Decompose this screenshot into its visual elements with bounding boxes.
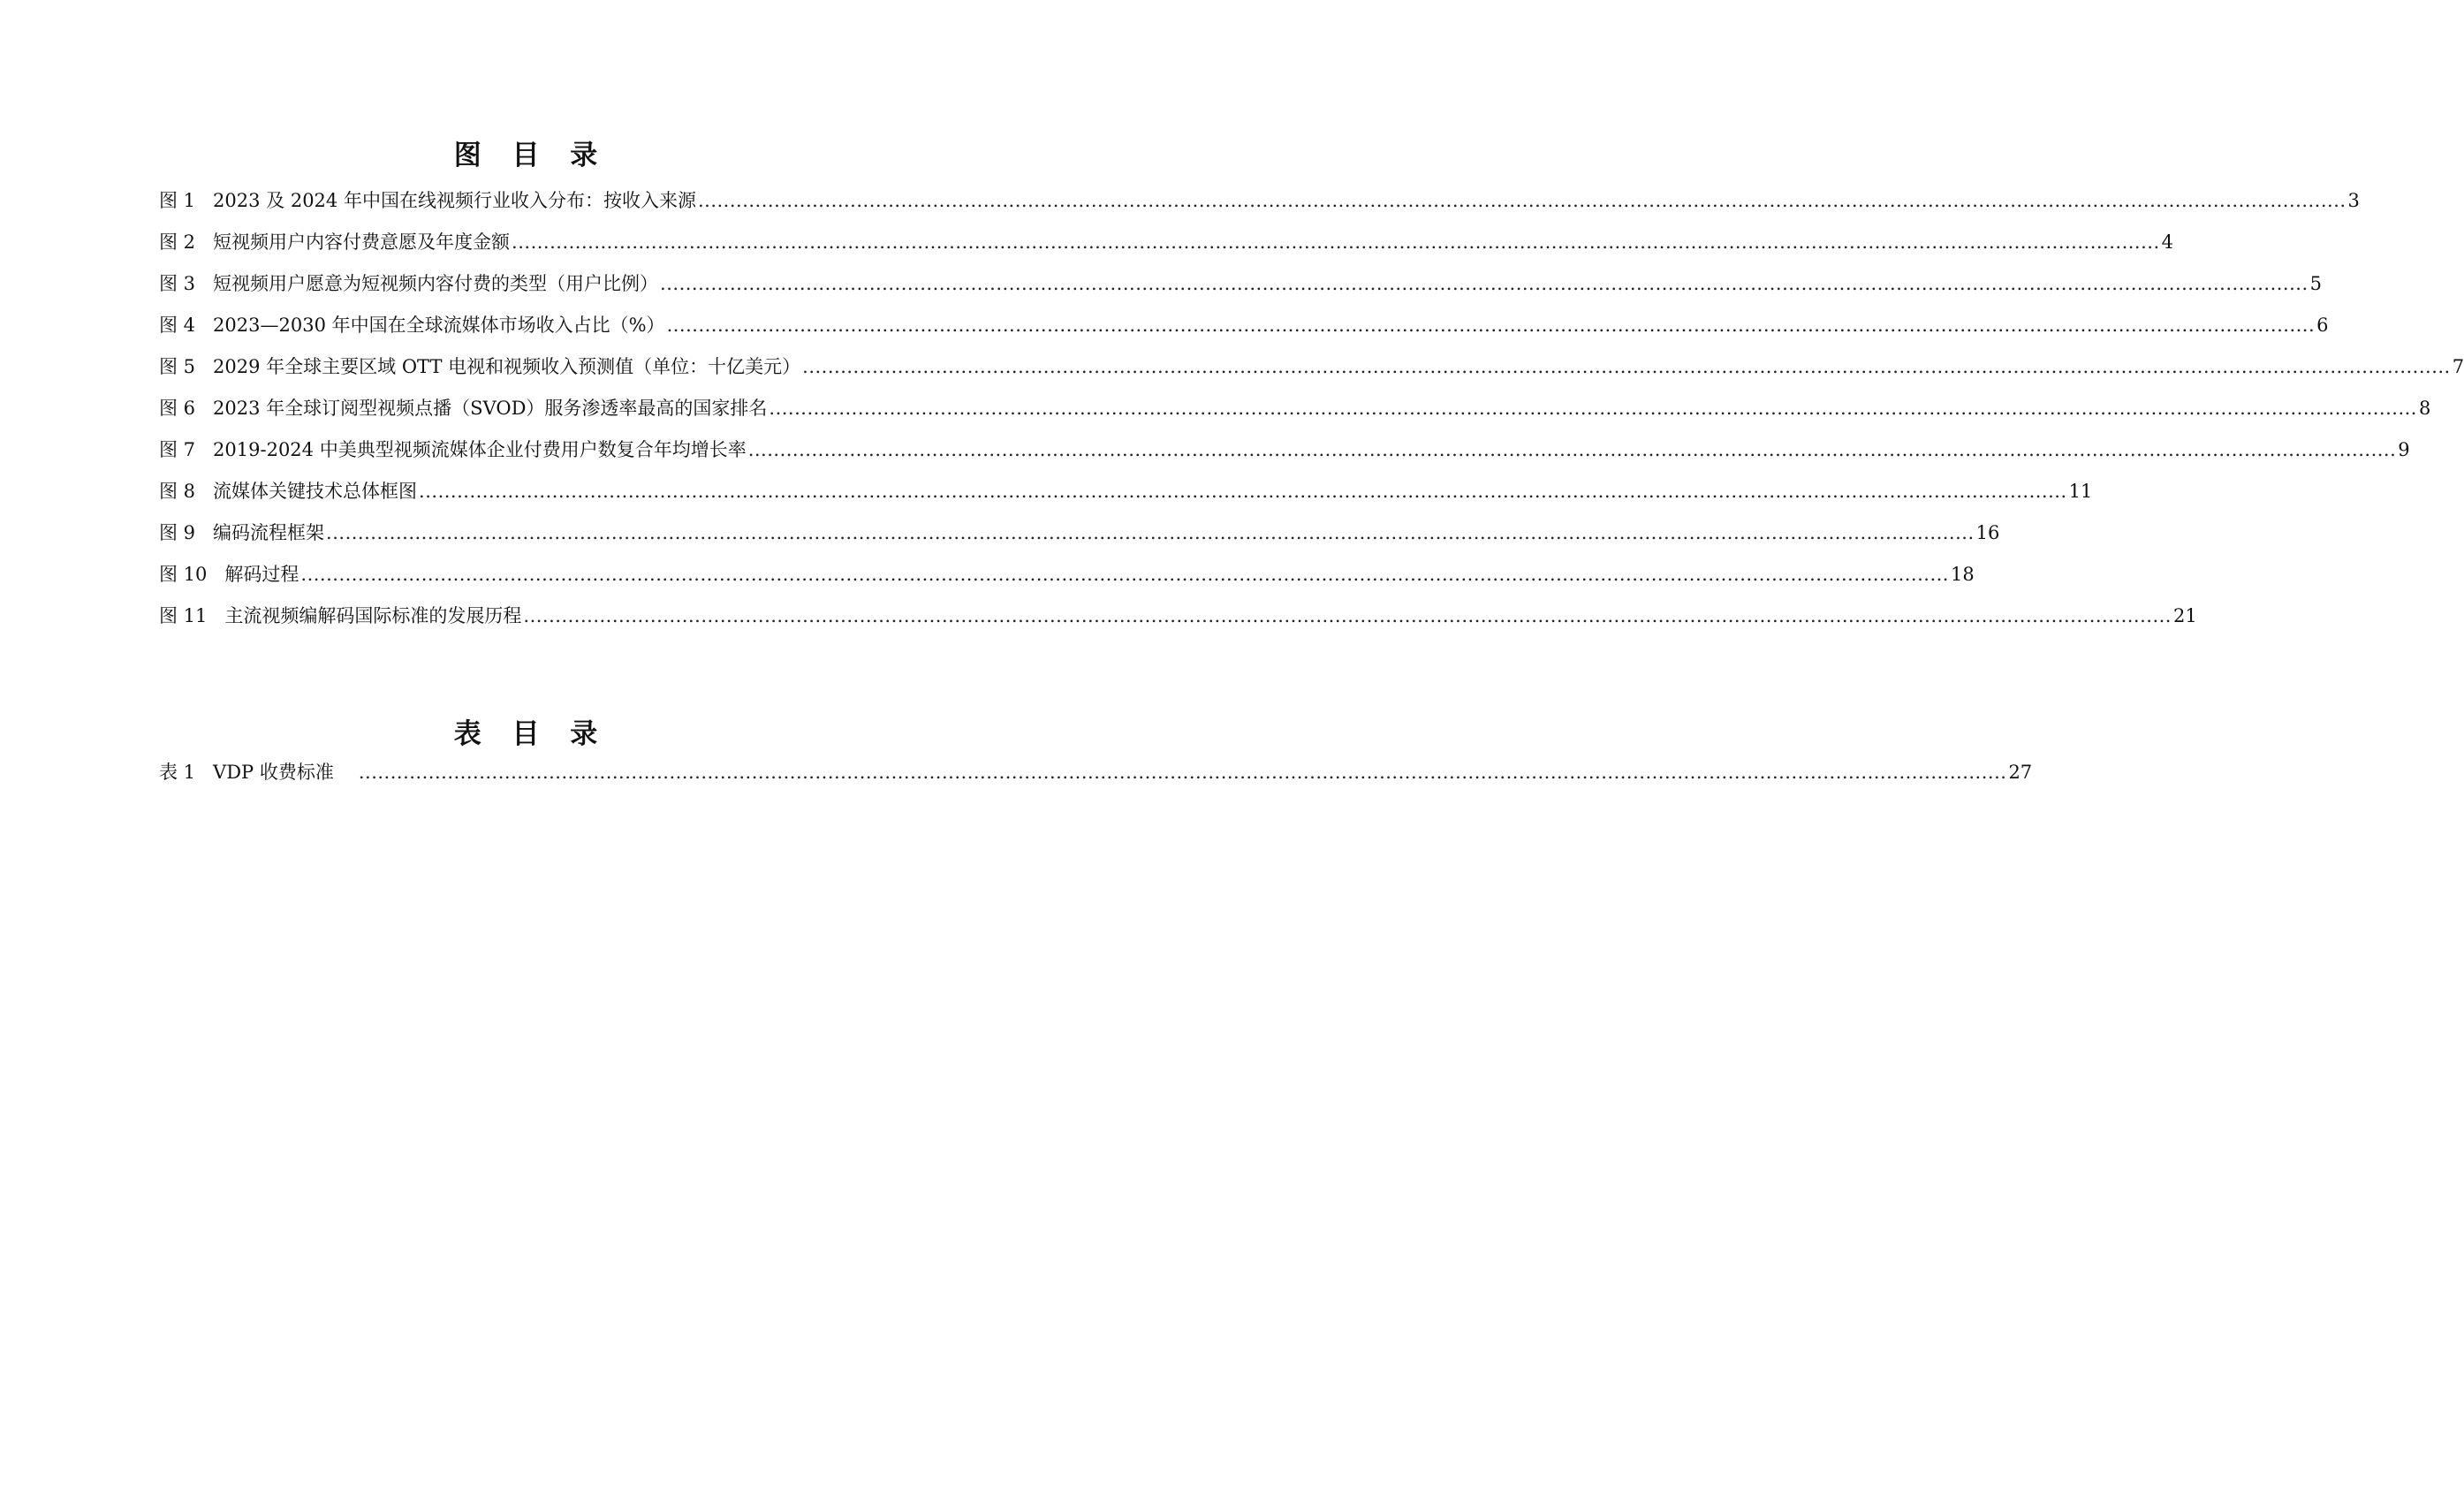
entry-number: 图 11 [159, 605, 208, 626]
entry-title: 2023 及 2024 年中国在线视频行业收入分布：按收入来源 [213, 190, 696, 211]
entry-title: 主流视频编解码国际标准的发展历程 [224, 605, 522, 626]
dot-leader [802, 354, 2451, 379]
toc-entry[interactable] [159, 396, 2431, 437]
entry-number: 图 10 [159, 564, 208, 585]
toc-entry[interactable] [159, 479, 2093, 520]
entry-page: 21 [2172, 605, 2197, 626]
toc-entry[interactable] [159, 603, 2197, 645]
entry-page: 9 [2398, 439, 2410, 460]
entry-number: 图 5 [159, 356, 196, 377]
dot-leader [359, 760, 2007, 785]
entry-number: 图 4 [159, 315, 196, 336]
toc-entry[interactable] [159, 188, 2360, 230]
entry-page: 3 [2347, 190, 2360, 211]
entry-title: VDP 收费标准 [213, 762, 334, 783]
entry-page: 5 [2309, 273, 2322, 294]
dot-leader [660, 271, 2309, 296]
dot-leader [748, 437, 2397, 462]
dot-leader [523, 603, 2172, 628]
table-list-heading: 表 目 录 [453, 718, 609, 750]
entry-number: 图 8 [159, 481, 196, 502]
entry-page: 4 [2161, 231, 2173, 253]
entry-title: 2023 年全球订阅型视频点播（SVOD）服务渗透率最高的国家排名 [213, 398, 768, 419]
entry-page: 6 [2316, 315, 2329, 336]
entry-title: 短视频用户愿意为短视频内容付费的类型（用户比例） [213, 273, 659, 294]
toc-entry[interactable] [159, 354, 2464, 396]
entry-number: 表 1 [159, 762, 196, 783]
entry-page: 7 [2452, 356, 2464, 377]
table-list [159, 760, 2033, 801]
entry-title: 解码过程 [224, 564, 299, 585]
toc-entry[interactable] [159, 230, 2173, 271]
entry-number: 图 3 [159, 273, 196, 294]
dot-leader [512, 230, 2160, 254]
dot-leader [698, 188, 2346, 213]
entry-number: 图 1 [159, 190, 196, 211]
entry-page: 16 [1975, 522, 2000, 543]
entry-number: 图 9 [159, 522, 196, 543]
entry-title: 2029 年全球主要区域 OTT 电视和视频收入预测值（单位：十亿美元） [213, 356, 801, 377]
dot-leader [419, 479, 2067, 504]
toc-entry[interactable] [159, 437, 2410, 479]
toc-entry[interactable] [159, 562, 1975, 603]
entry-title: 短视频用户内容付费意愿及年度金额 [213, 231, 511, 253]
entry-title: 2023—2030 年中国在全球流媒体市场收入占比（%） [213, 315, 665, 336]
toc-entry[interactable] [159, 520, 2000, 562]
entry-title: 流媒体关键技术总体框图 [213, 481, 418, 502]
figure-list [159, 188, 2464, 645]
dot-leader [326, 520, 1975, 545]
dot-leader [769, 396, 2417, 421]
toc-entry[interactable] [159, 271, 2322, 313]
toc-entry[interactable] [159, 760, 2033, 801]
entry-number: 图 7 [159, 439, 196, 460]
entry-page: 18 [1950, 564, 1975, 585]
entry-page: 27 [2008, 762, 2033, 783]
entry-page: 11 [2068, 481, 2093, 502]
entry-page: 8 [2418, 398, 2431, 419]
figure-list-heading: 图 目 录 [453, 140, 609, 171]
dot-leader [300, 562, 1949, 587]
toc-entry[interactable] [159, 313, 2329, 354]
entry-title: 2019-2024 中美典型视频流媒体企业付费用户数复合年均增长率 [213, 439, 747, 460]
dot-leader [667, 313, 2316, 338]
entry-number: 图 2 [159, 231, 196, 253]
entry-number: 图 6 [159, 398, 196, 419]
entry-title: 编码流程框架 [213, 522, 325, 543]
